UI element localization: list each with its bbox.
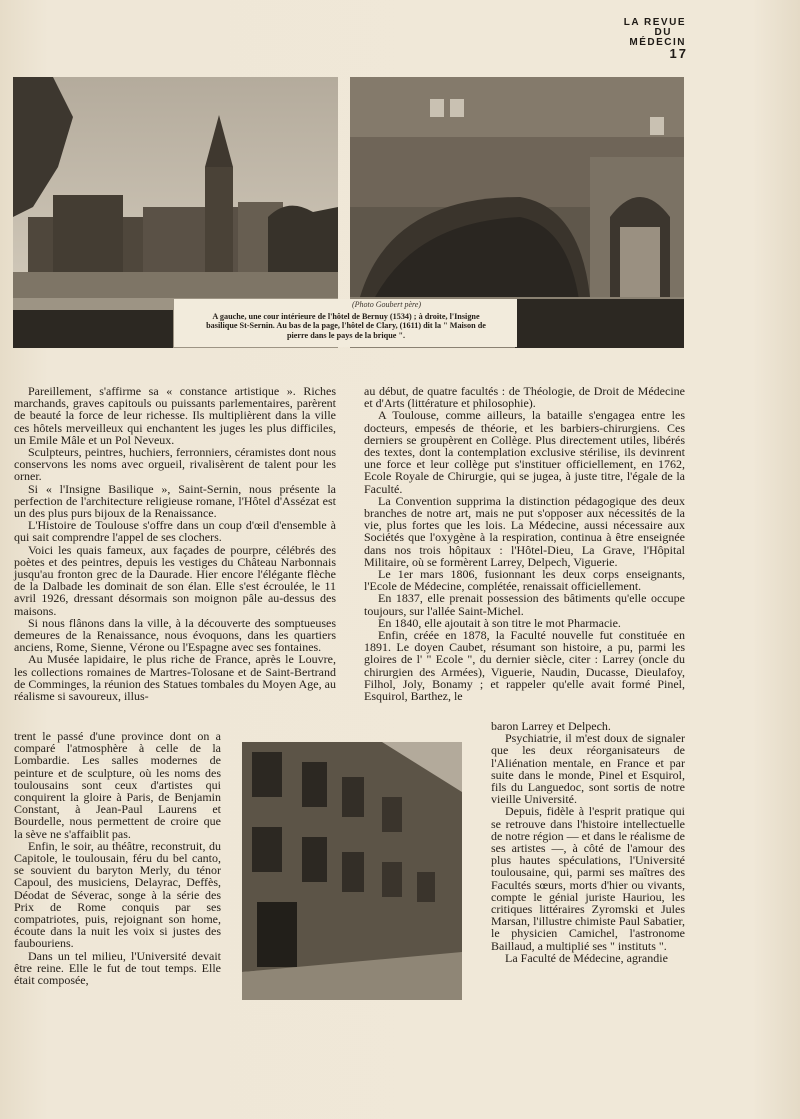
article-column-left-narrow [14,730,221,986]
masthead-line-1: LA REVUE [623,17,686,28]
paragraph: A Toulouse, comme ailleurs, la bataille s'engagea entre les docteurs, empesés de théorie, et les barbiers-chirurgiens. Ces derniers se groupèrent en Collège. Plus directement utiles, libérés des textes, dont la contemplation exclusive stérilise, ils devinrent une force et leur collège put s'instituer officiellement, en 1762, Ecole Royale de Chirurgie, qui se jugea, à juste titre, l'égale de la Faculté. [364,408,685,496]
masthead-line-3: MÉDECIN [629,37,686,48]
article-column-right-narrow [491,720,685,964]
photo-credit: (Photo Goubert père) [352,300,422,309]
paragraph: Si nous flânons dans la ville, à la découverte des somptueuses demeures de la Renaissance, nous évoquons, dans les quartiers anciens, Rome, Sienne, Vérone ou l'Espagne avec ses fontaines. [14,615,336,655]
paragraph: Pareillement, s'affirme sa « constance artistique ». Riches marchands, graves capitouls ou puissants parlementaires, parèrent de beauté la force de leur richesse. Ils multiplièrent dans la ville ces hôtels merveilleux qui enchantent les juges les plus difficiles, un Emile Mâle et un Pol Neveux. [14,384,336,447]
paragraph: baron Larrey et Delpech. [491,719,611,733]
masthead-line-2: DU [654,27,672,38]
paragraph: Au Musée lapidaire, le plus riche de France, après le Louvre, les collections romaines de Martres-Tolosane et de Saint-Bertrand de Comminges, la réunion des Statues tombales du Moyen Age, au réalisme si savoureux, illus- [14,652,336,704]
paragraph: En 1837, elle prenait possession des bâtiments qu'elle occupe toujours, sur l'allée Saint-Michel. [364,591,685,618]
paragraph: L'Histoire de Toulouse s'offre dans un coup d'œil d'ensemble à qui sait comprendre l'appel de ses clochers. [14,518,336,545]
paragraph: Psychiatrie, il m'est doux de signaler que les deux réorganisateurs de l'Aliénation mentale, en France et par suite dans le monde, Pinel et Esquirol, fils du Languedoc, sont sortis de notre vieille Université. [491,731,685,807]
paragraph: au début, de quatre facultés : de Théologie, de Droit de Médecine et d'Arts (littérature et philosophie). [364,384,685,411]
masthead [624,18,686,48]
paragraph: Dans un tel milieu, l'Université devait être reine. Elle le fut de tout temps. Elle était composée, [14,948,221,988]
paragraph: Enfin, le soir, au théâtre, reconstruit, du Capitole, le toulousain, féru du bel canto, se souvient du baryton Merly, du ténor Capoul, des musiciens, Delayrac, Deffès, Déodat de Séverac, songe à la série des Prix de Rome conquis par ses compatriotes, puis, rejoignant son home, écoute dans la nuit les voix si justes des faubouriens. [14,838,221,951]
article-column-left [14,385,336,702]
paragraph: La Faculté de Médecine, agrandie [505,950,668,965]
paragraph: Voici les quais fameux, aux façades de pourpre, célébrés des poètes et des peintres, depuis les vestiges du Château Narbonnais jusqu'au fronton grec de la Daurade. Hier encore l'élégante flèche de la Dalbade les dominait de son élan. Elle s'est écroulée, le 11 avril 1926, dressant désormais son moignon pâle au-dessus des maisons. [14,542,336,618]
article-column-right [364,385,685,702]
photo-caption: A gauche, une cour intérieure de l'hôtel de Bernuy (1534) ; à droite, l'Insigne basilique St-Sernin. Au bas de la page, l'hôtel de Clary, (1611) dit la " Maison de pierre dans le pays de la brique ". [206,312,486,340]
paragraph: Enfin, créée en 1878, la Faculté nouvelle fut constituée en 1891. Le doyen Caubet, résumant son histoire, a pu, parmi les gloires de l' " Ecole ", du dernier siècle, citer : Larrey (oncle du chirurgien des Armées), Viguerie, Naudin, Ducasse, Dieulafoy, Filhol, Joly, Bonamy ; et rappeler qu'elle avait formé Pinel, Esquirol, Barthez, le [364,628,685,704]
paragraph: La Convention supprima la distinction pédagogique des deux branches de notre art, mais ne put s'opposer aux nécessités de la vie, plus fortes que les lois. La Médecine, aussi nécessaire aux Sociétés que l'oxygène à la respiration, continua à être enseignée dans nos trois hôpitaux : l'Hôtel-Dieu, La Grave, l'Hôpital Militaire, où se formèrent Larrey, Delpech, Viguerie. [364,493,685,569]
paragraph: En 1840, elle ajoutait à son titre le mot Pharmacie. [378,615,621,630]
paragraph: trent le passé d'une province dont on a comparé l'atmosphère à celle de la Lombardie. Les salles modernes de peinture et de sculpture, où les noms des toulousains sont ceux d'artistes qui conquirent la gloire à Paris, de Benjamin Constant, à Jean-Paul Laurens et Bourdelle, nous permettent de croire que la sève ne s'affaiblit pas. [14,729,221,841]
paragraph: Sculpteurs, peintres, huchiers, ferronniers, céramistes dont nous conservons les noms avec orgueil, rivalisèrent de talent pour les orner. [14,445,336,484]
paragraph: Si « l'Insigne Basilique », Saint-Sernin, nous présente la perfection de l'architecture religieuse romane, l'Hôtel d'Assézat est un des plus purs bijoux de la Renaissance. [14,481,336,521]
paragraph: Depuis, fidèle à l'esprit pratique qui se retrouve dans l'histoire intellectuelle de notre région — et dans le réalisme de ses artistes —, à côté de l'amour des plus hautes spéculations, l'Université toulousaine, qui, parmi ses maîtres des Facultés sœurs, morts d'hier ou vivants, compte le génial juriste Hauriou, les critiques littéraires Zyromski et Jules Marsan, l'illustre chimiste Paul Sabatier, le physicien Camichel, l'astronome Baillaud, a multiplié ses " instituts ". [491,804,685,953]
page-number: 17 [669,46,688,61]
photo-hotel-de-clary [242,742,462,1000]
paragraph: Le 1er mars 1806, fusionnant les deux corps enseignants, l'Ecole de Médecine, complétée, renaissait officiellement. [364,567,685,594]
